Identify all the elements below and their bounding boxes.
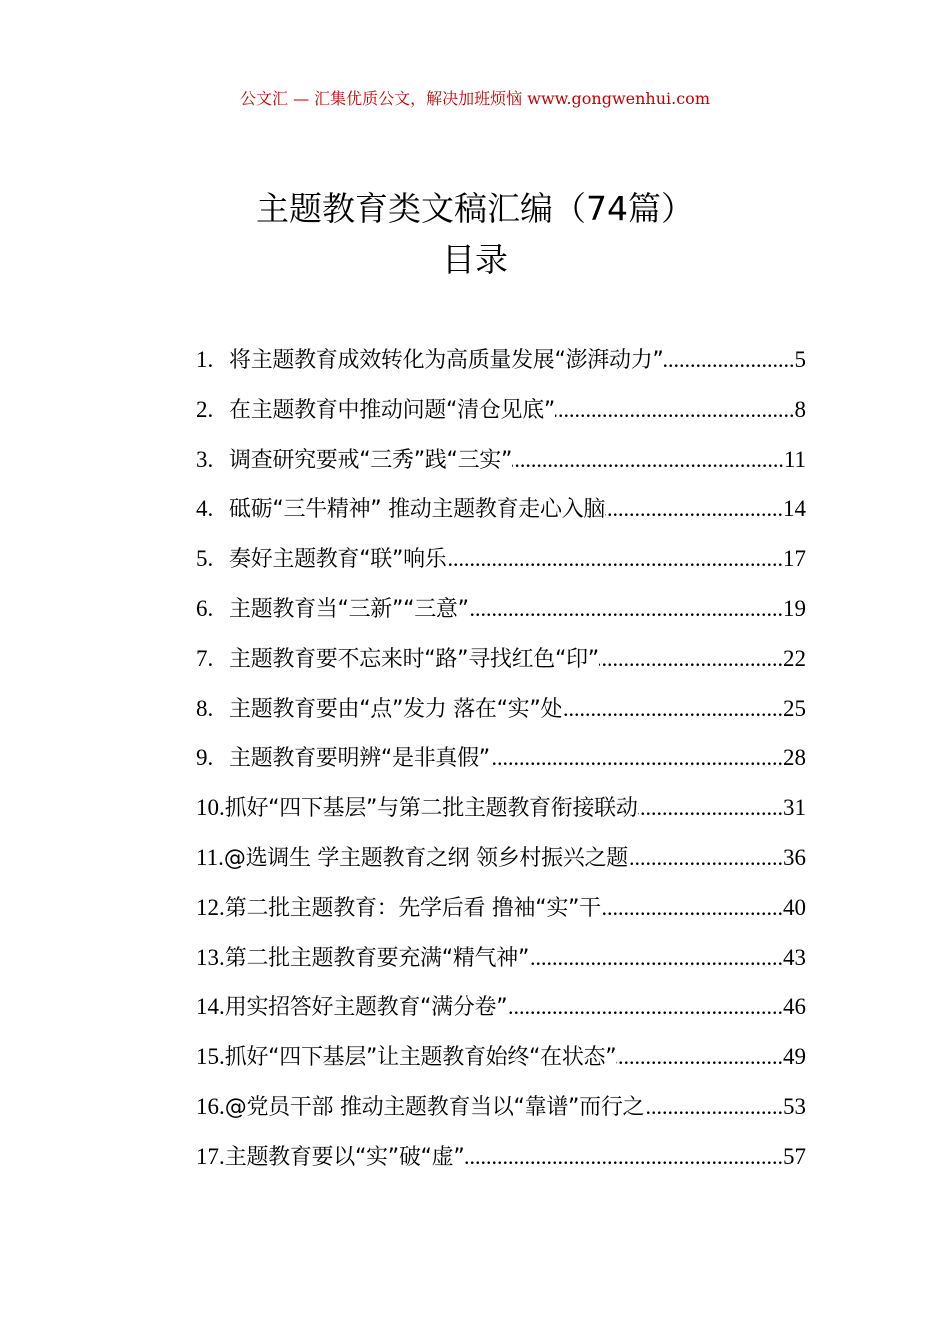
toc-entry[interactable]	[196, 689, 806, 739]
toc-entry-number: 9.	[196, 745, 214, 771]
toc-entry-number: 13.	[196, 944, 225, 970]
toc-entry-page-number: 25	[783, 695, 806, 721]
toc-entry-number: 7.	[196, 645, 214, 671]
toc-entry-leader-dots	[616, 1037, 783, 1077]
toc-entry-number: 17.	[196, 1143, 225, 1169]
toc-entry-page-number: 19	[783, 595, 806, 621]
site-watermark-header	[0, 88, 950, 110]
toc-entry-leader-dots	[512, 440, 784, 480]
toc-entry-number: 8.	[196, 695, 214, 721]
toc-entry-leader-dots	[469, 589, 783, 629]
toc-entry-page-number: 17	[783, 546, 806, 572]
toc-entry-title: 将主题教育成效转化为高质量发展“澎湃动力”	[229, 348, 664, 373]
toc-entry-page-number: 5	[794, 347, 806, 372]
toc-entry-page-number: 28	[783, 745, 806, 771]
toc-entry-page-number: 8	[794, 396, 806, 422]
toc-entry-title: 奏好主题教育“联”响乐	[229, 547, 447, 573]
toc-entry-page-number: 11	[783, 446, 806, 472]
toc-entry-page-number: 22	[783, 645, 806, 671]
toc-entry[interactable]	[196, 539, 806, 589]
toc-entry-leader-dots	[664, 340, 795, 380]
toc-entry[interactable]	[196, 1037, 806, 1087]
toc-entry-number: 11.	[196, 844, 224, 870]
toc-entry-leader-dots	[599, 639, 783, 679]
toc-entry-page-number: 49	[783, 1044, 806, 1070]
document-title: 主题教育类文稿汇编（74篇）	[256, 189, 694, 228]
toc-entry-title: 主题教育要不忘来时“路”寻找红色“印”	[229, 646, 599, 672]
toc-entry-title: 主题教育要明辨“是非真假”	[229, 746, 490, 772]
toc-entry-title: 第二批主题教育：先学后看 撸袖“实”干	[224, 895, 601, 921]
toc-entry-page-number: 53	[783, 1093, 806, 1119]
toc-entry-title: 主题教育当“三新”“三意”	[229, 596, 469, 622]
toc-entry[interactable]	[196, 788, 806, 838]
toc-entry[interactable]	[196, 738, 806, 788]
toc-entry-title: 主题教育要以“实”破“虚”	[224, 1144, 465, 1170]
toc-entry[interactable]	[196, 938, 806, 988]
toc-entry-title: 调查研究要戒“三秀”践“三实”	[229, 447, 513, 473]
toc-entry-leader-dots	[529, 938, 783, 978]
toc-entry[interactable]	[196, 639, 806, 689]
toc-entry-number: 10.	[196, 795, 225, 821]
toc-entry-leader-dots	[638, 788, 783, 828]
toc-entry-title: @选调生 学主题教育之纲 领乡村振兴之题	[223, 845, 628, 871]
toc-entry-page-number: 14	[783, 496, 806, 522]
table-of-contents	[196, 340, 806, 1187]
toc-heading: 目录	[442, 240, 508, 279]
toc-entry[interactable]	[196, 888, 806, 938]
toc-entry-page-number: 31	[783, 795, 806, 821]
toc-entry-leader-dots	[555, 390, 795, 430]
toc-entry[interactable]	[196, 589, 806, 639]
toc-entry-number: 12.	[196, 894, 225, 920]
toc-entry-title: 用实招答好主题教育“满分卷”	[224, 995, 508, 1021]
toc-entry[interactable]	[196, 987, 806, 1037]
toc-entry[interactable]	[196, 1087, 806, 1137]
toc-entry-number: 16.	[196, 1093, 225, 1119]
toc-entry[interactable]	[196, 838, 806, 888]
toc-entry-number: 15.	[196, 1044, 225, 1070]
toc-entry[interactable]	[196, 440, 806, 490]
toc-entry[interactable]	[196, 390, 806, 440]
toc-entry-title: @党员干部 推动主题教育当以“靠谱”而行之	[224, 1094, 645, 1120]
toc-entry[interactable]	[196, 489, 806, 539]
toc-entry-page-number: 36	[783, 844, 806, 870]
toc-entry-number: 2.	[196, 396, 214, 422]
toc-entry-leader-dots	[490, 738, 783, 778]
toc-entry[interactable]	[196, 1137, 806, 1187]
toc-entry-title: 在主题教育中推动问题“清仓见底”	[229, 397, 555, 423]
toc-entry-leader-dots	[601, 888, 783, 928]
toc-entry-leader-dots	[605, 489, 783, 529]
toc-entry-number: 5.	[196, 546, 214, 572]
toc-entry-title: 抓好“四下基层”让主题教育始终“在状态”	[224, 1045, 617, 1071]
toc-entry-page-number: 46	[783, 994, 806, 1020]
toc-entry-number: 14.	[196, 994, 225, 1020]
toc-entry-number: 4.	[196, 496, 214, 522]
toc-entry-title: 抓好“四下基层”与第二批主题教育衔接联动	[224, 796, 638, 822]
toc-entry-page-number: 40	[783, 894, 806, 920]
toc-entry-leader-dots	[644, 1087, 783, 1127]
toc-entry-title: 主题教育要由“点”发力 落在“实”处	[229, 696, 563, 722]
toc-entry-number: 1.	[196, 347, 214, 372]
toc-entry-leader-dots	[447, 539, 784, 579]
toc-entry-leader-dots	[464, 1137, 783, 1177]
toc-entry-title: 第二批主题教育要充满“精气神”	[224, 945, 530, 971]
header-text: 公文汇 — 汇集优质公文，解决加班烦恼 www.gongwenhui.com	[239, 89, 710, 108]
toc-entry-leader-dots	[562, 689, 783, 729]
toc-entry-title: 砥砺“三牛精神” 推动主题教育走心入脑	[229, 497, 606, 523]
toc-entry-leader-dots	[507, 987, 783, 1027]
toc-entry-page-number: 43	[783, 944, 806, 970]
toc-entry-number: 6.	[196, 595, 214, 621]
toc-entry[interactable]	[196, 340, 806, 390]
toc-entry-leader-dots	[628, 838, 783, 878]
toc-entry-page-number: 57	[783, 1143, 806, 1169]
toc-entry-number: 3.	[196, 446, 214, 472]
